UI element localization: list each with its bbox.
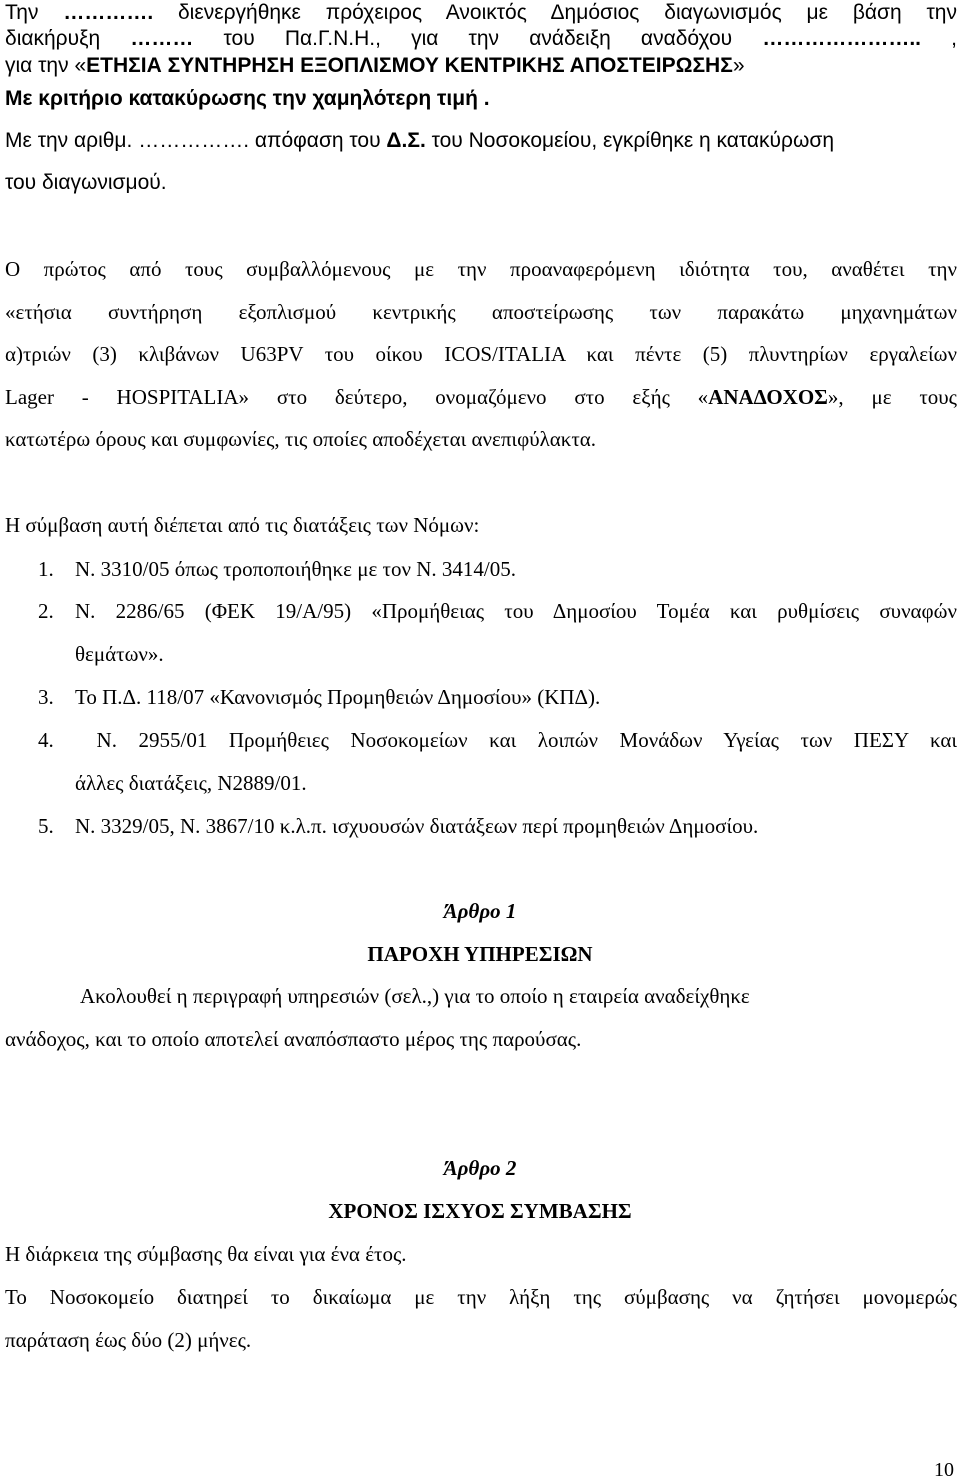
article-2-line-2: Το Νοσοκομείο διατηρεί το δικαίωμα με την λήξη της σύμβασης να ζητήσει μονομερώς bbox=[5, 1285, 957, 1309]
intro-line-6: του διαγωνισμού. bbox=[5, 171, 167, 194]
article-1-title: ΠΑΡΟΧΗ ΥΠΗΡΕΣΙΩΝ bbox=[367, 942, 593, 966]
para2-line-3: α)τριών (3) κλιβάνων U63PV του οίκου ICOS/ITALIA και πέντε (5) πλυντηρίων εργαλείων bbox=[5, 342, 957, 366]
law-item: 2. Ν. 2286/65 (ΦΕΚ 19/Α/95) «Προμήθειας του Δημοσίου Τομέα και ρυθμίσεις συναφών bbox=[38, 599, 957, 623]
para2-line-5: κατωτέρω όρους και συμφωνίες, τις οποίες αποδέχεται ανεπιφύλακτα. bbox=[5, 427, 597, 451]
article-2-line-3: παράταση έως δύο (2) μήνες. bbox=[5, 1328, 252, 1352]
article-2-title: ΧΡΟΝΟΣ ΙΣΧΥΟΣ ΣΥΜΒΑΣΗΣ bbox=[328, 1199, 632, 1223]
law-item: 5. Ν. 3329/05, Ν. 3867/10 κ.λ.π. ισχυουσών διατάξεων περί προμηθειών Δημοσίου. bbox=[38, 814, 759, 838]
para2-line-1: Ο πρώτος από τους συμβαλλόμενους με την προαναφερόμενη ιδιότητα του, αναθέτει την bbox=[5, 257, 957, 281]
law-item-continuation: άλλες διατάξεις, Ν2889/01. bbox=[75, 771, 307, 795]
article-1-line-1: Ακολουθεί η περιγραφή υπηρεσιών (σελ.,) για το οποίο η εταιρεία αναδείχθηκε bbox=[80, 984, 750, 1008]
law-item: 3. Το Π.Δ. 118/07 «Κανονισμός Προμηθειών Δημοσίου» (ΚΠΔ). bbox=[38, 685, 601, 709]
article-1-line-2: ανάδοχος, και το οποίο αποτελεί αναπόσπαστο μέρος της παρούσας. bbox=[5, 1027, 582, 1051]
page-number: 10 bbox=[934, 1459, 954, 1481]
law-item: 1. Ν. 3310/05 όπως τροποποιήθηκε με τον Ν. 3414/05. bbox=[38, 557, 516, 581]
law-item: 4. Ν. 2955/01 Προμήθειες Νοσοκομείων και λοιπών Μονάδων Υγείας των ΠΕΣΥ και bbox=[38, 728, 957, 752]
intro-line-2: διακήρυξη ……… του Πα.Γ.Ν.Η., για την ανάδειξη αναδόχου ………………….. , bbox=[5, 27, 957, 50]
intro-line-3: για την «ΕΤΗΣΙΑ ΣΥΝΤΗΡΗΣΗ ΕΞΟΠΛΙΣΜΟΥ ΚΕΝΤΡΙΚΗΣ ΑΠΟΣΤΕΙΡΩΣΗΣ» bbox=[5, 54, 745, 77]
article-1-number: Άρθρο 1 bbox=[443, 899, 517, 923]
laws-heading: Η σύμβαση αυτή διέπεται από τις διατάξεις των Νόμων: bbox=[5, 513, 480, 537]
intro-line-1: Την …………. διενεργήθηκε πρόχειρος Ανοικτός Δημόσιος διαγωνισμός με βάση την bbox=[5, 1, 957, 24]
law-item-continuation: θεμάτων». bbox=[75, 642, 164, 666]
intro-line-4: Με κριτήριο κατακύρωσης την χαμηλότερη τιμή . bbox=[5, 87, 490, 110]
para2-line-2: «ετήσια συντήρηση εξοπλισμού κεντρικής αποστείρωσης των παρακάτω μηχανημάτων bbox=[5, 300, 957, 324]
para2-line-4: Lager - HOSPITALIA» στο δεύτερο, ονομαζόμενο στο εξής «ΑΝΑΔΟΧΟΣ», με τους bbox=[5, 385, 957, 409]
article-2-line-1: Η διάρκεια της σύμβασης θα είναι για ένα έτος. bbox=[5, 1242, 407, 1266]
article-2-number: Άρθρο 2 bbox=[443, 1156, 517, 1180]
intro-line-5: Με την αριθμ. ……………. απόφαση του Δ.Σ. του Νοσοκομείου, εγκρίθηκε η κατακύρωση bbox=[5, 129, 835, 152]
